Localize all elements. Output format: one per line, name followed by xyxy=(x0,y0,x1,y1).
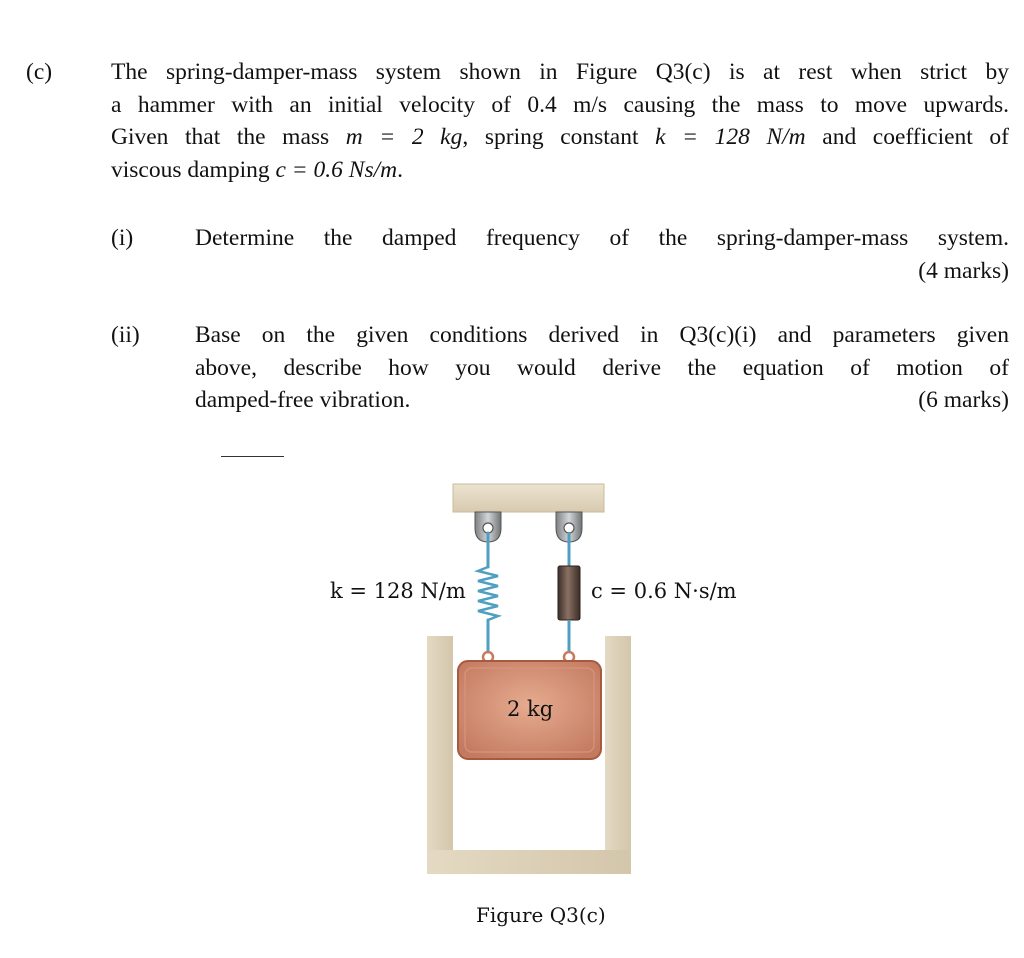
left-wall xyxy=(427,636,453,874)
figure-caption: Figure Q3(c) xyxy=(476,903,606,927)
part-ii-line-3-text: damped-free vibration. xyxy=(195,387,411,413)
damping-coefficient-label: c = 0.6 N·s/m xyxy=(591,579,737,603)
mass-label: 2 kg xyxy=(507,697,554,721)
text-segment: Given that the mass xyxy=(111,124,346,150)
question-line-1: The spring-damper-mass system shown in Figure Q3(c) is at rest when strict by xyxy=(111,59,1009,85)
ceiling xyxy=(453,484,604,512)
part-i-label: (i) xyxy=(111,225,134,251)
question-line-2: a hammer with an initial velocity of 0.4 m/s causing the mass to move upwards. xyxy=(111,91,1009,118)
text-segment: and coefficient of xyxy=(805,124,1010,150)
question-label: (c) xyxy=(26,59,53,85)
part-ii-line-2: above, describe how you would derive the equation of motion of xyxy=(195,354,1009,381)
spring-constant-label: k = 128 N/m xyxy=(330,579,466,603)
part-i-marks: (4 marks) xyxy=(918,257,1009,284)
text-segment: , spring constant xyxy=(462,124,656,150)
spring-constant-value: k = 128 N/m xyxy=(655,124,806,150)
text-segment: . xyxy=(397,156,403,183)
part-ii-line-1: Base on the given conditions derived in Q3(c)(i) and parameters given xyxy=(195,322,1009,348)
part-ii-marks: (6 marks) xyxy=(918,387,1009,413)
part-ii-label: (ii) xyxy=(111,322,140,348)
text-segment: viscous damping xyxy=(111,156,276,183)
right-wall xyxy=(605,636,631,874)
damper xyxy=(558,533,580,652)
floor xyxy=(427,850,631,874)
spring xyxy=(478,533,498,652)
damping-value: c = 0.6 Ns/m xyxy=(275,156,398,183)
mass-value: m = 2 kg xyxy=(345,124,463,150)
part-i-question: Determine the damped frequency of the spring-damper-mass system. xyxy=(195,225,1009,251)
